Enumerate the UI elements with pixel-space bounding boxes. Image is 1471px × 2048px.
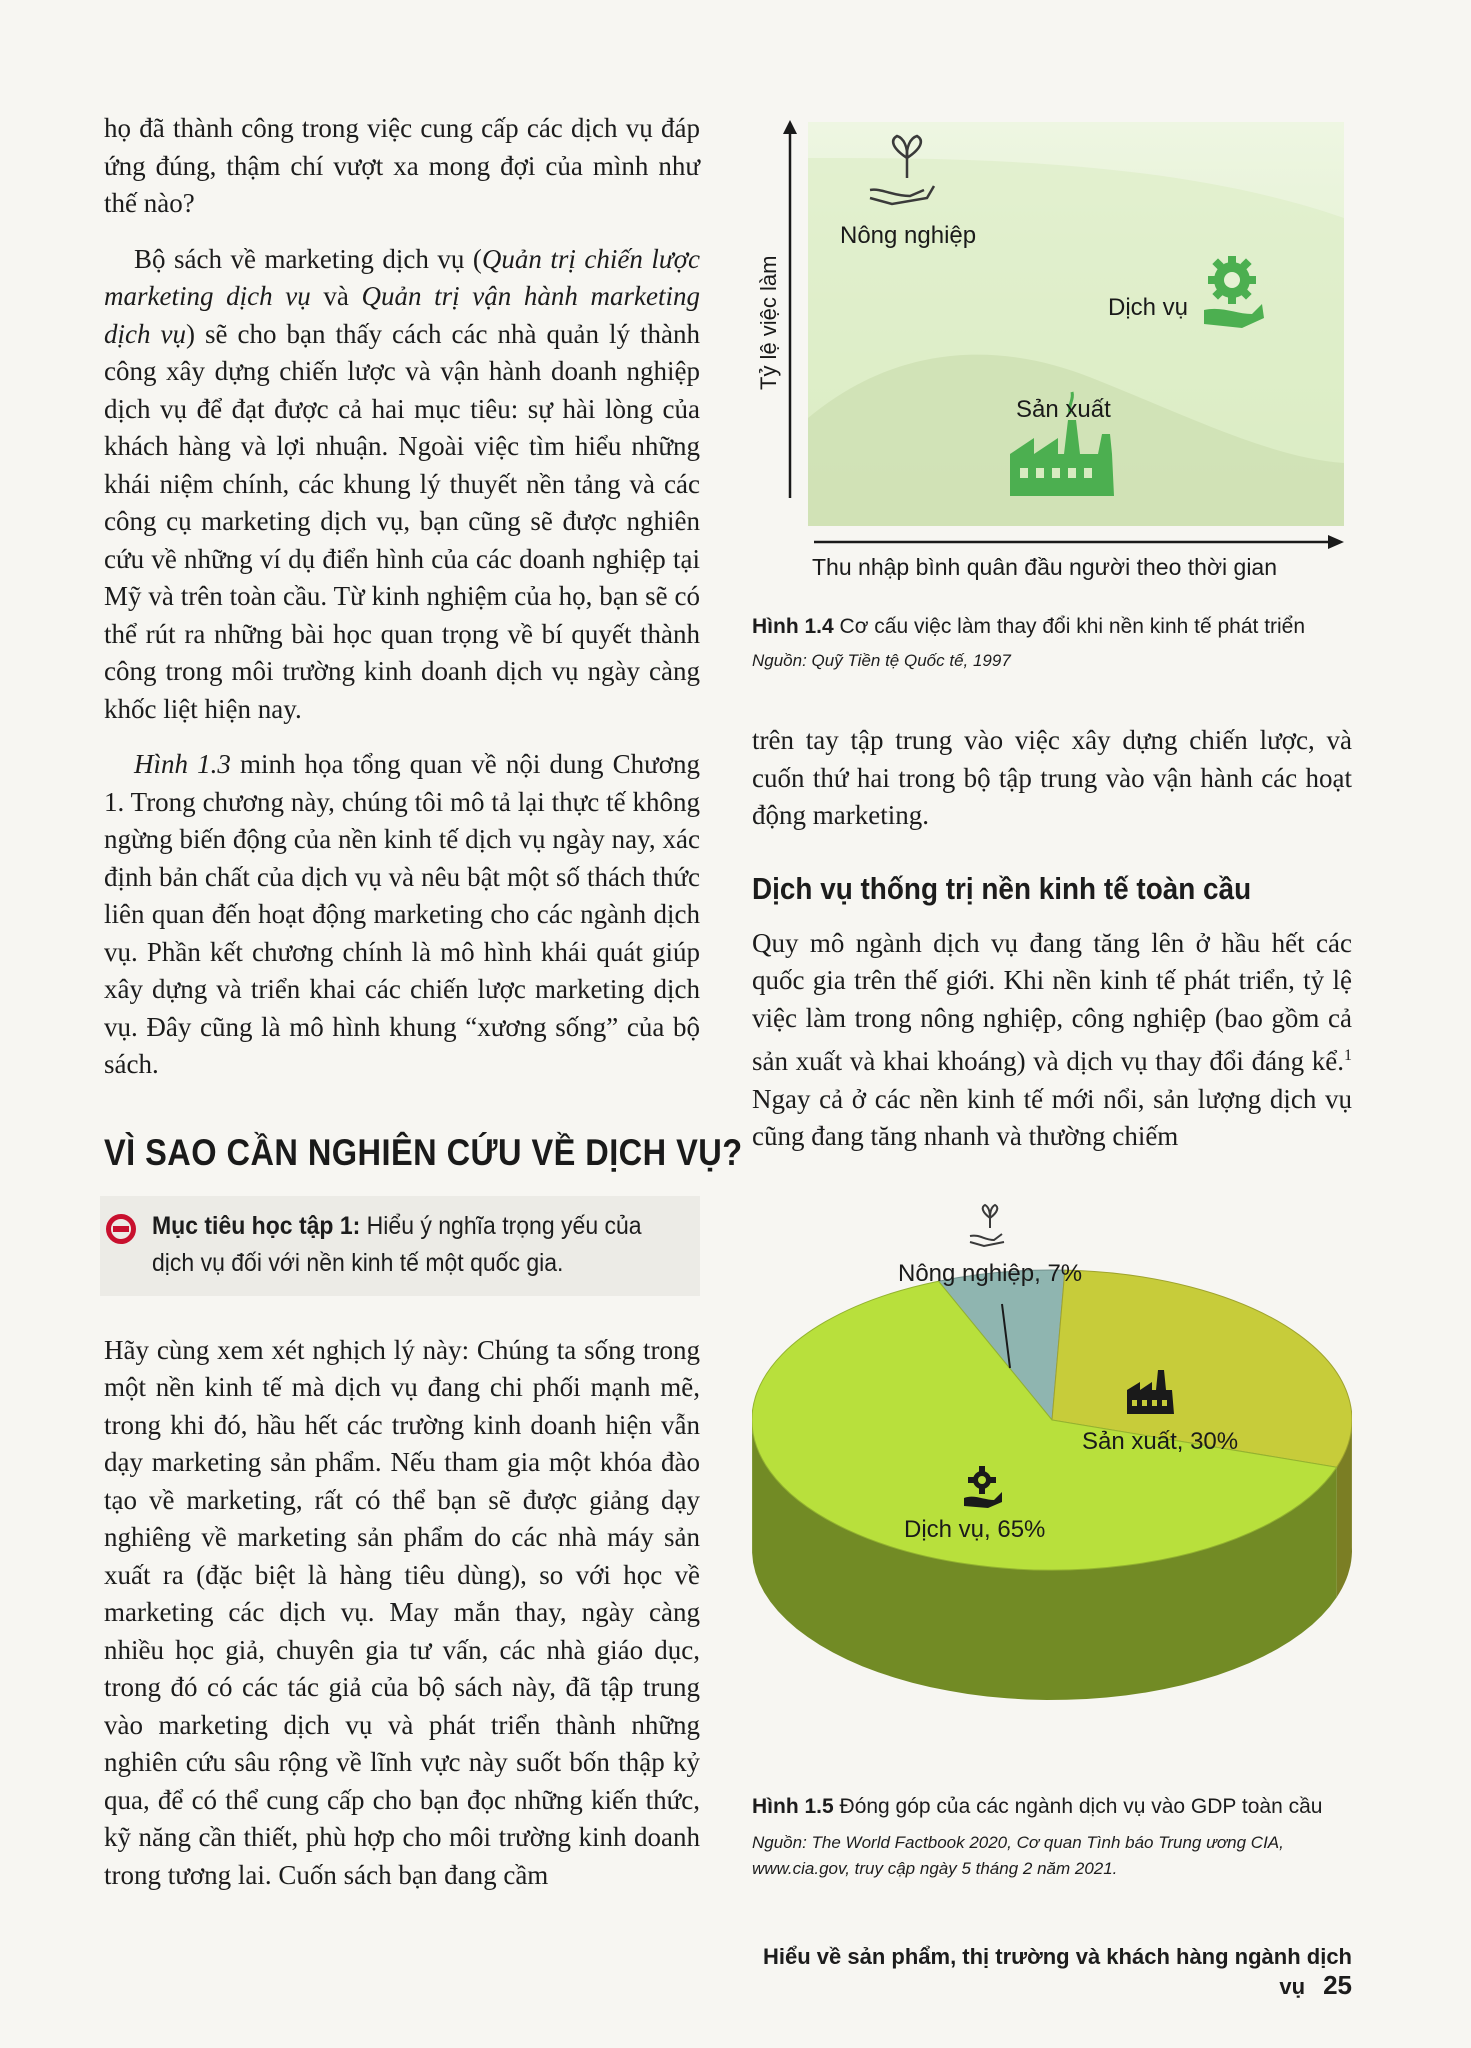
paragraph: [752, 925, 1352, 1156]
caption-source: www.cia.gov, truy cập ngày 5 tháng 2 năm 2021.: [752, 1859, 1118, 1878]
text-run: Ngay cả ở các nền kinh tế mới nổi, sản lượng dịch vụ cũng đang tăng nhanh và thường chiếm: [752, 1083, 1352, 1151]
objective-label: Mục tiêu học tập 1:: [152, 1211, 361, 1240]
footnote-ref: 1: [1344, 1047, 1352, 1064]
page-footer: [742, 1944, 1352, 2001]
paragraph: [104, 241, 700, 729]
caption-source: Nguồn: The World Factbook 2020, Cơ quan Tình báo Trung ương CIA,: [752, 1833, 1284, 1852]
objective-body: Hiểu ý nghĩa trọng yếu của dịch vụ đối với nền kinh tế một quốc gia.: [152, 1211, 642, 1277]
running-title: Hiểu về sản phẩm, thị trường và khách hàng ngành dịch vụ: [763, 1944, 1352, 1999]
book-title: Quản trị vận hành marketing dịch vụ: [104, 281, 700, 349]
text-run: minh họa tổng quan về nội dung Chương 1. Trong chương này, chúng tôi mô tả lại thực tế không ngừng biến động của nền kinh tế dịch vụ ngày nay, xác định bản chất của dịch vụ và nêu bật một số thách thức liên quan đến hoạt động marketing cho các ngành dịch vụ. Phần kết chương chính là mô hình khái quát giúp xây dựng và triển khai các chiến lược marketing dịch vụ. Đây cũng là mô hình khung “xương sống” của bộ sách.: [104, 749, 701, 1079]
x-axis-label: Thu nhập bình quân đầu người theo thời gian: [812, 554, 1278, 580]
caption-label: Hình 1.4: [752, 615, 834, 638]
figure-1-4-caption: [752, 612, 1352, 674]
subsection-heading: Dịch vụ thống trị nền kinh tế toàn cầu: [752, 870, 1252, 906]
sprout-hand-icon: [970, 1205, 1004, 1246]
y-axis-label: Tỷ lệ việc làm: [756, 255, 781, 390]
caption-body: Đóng góp của các ngành dịch vụ vào GDP toàn cầu: [833, 1795, 1323, 1818]
agriculture-label: Nông nghiệp: [840, 222, 977, 249]
caption-label: Hình 1.5: [752, 1795, 834, 1818]
y-axis-arrow: [783, 120, 797, 134]
caption-text: [752, 1792, 1362, 1822]
section-heading: VÌ SAO CẦN NGHIÊN CỨU VỀ DỊCH VỤ?: [104, 1131, 743, 1173]
figure-1-5-caption: [752, 1792, 1362, 1882]
slice-label-manufacturing: Sản xuất, 30%: [1082, 1428, 1239, 1455]
text-run: Quy mô ngành dịch vụ đang tăng lên ở hầu hết các quốc gia trên thế giới. Khi nền kinh tế phát triển, tỷ lệ việc làm trong nông nghiệp, công nghiệp (bao gồm cả sản xuất và khai khoáng) và dịch vụ thay đổi đáng kể.: [752, 927, 1352, 1076]
text-run: ) sẽ cho bạn thấy cách các nhà quản lý thành công xây dựng chiến lược và vận hành doanh nghiệp dịch vụ để đạt được cả hai mục tiêu: sự hài lòng của khách hàng và lợi nhuận. Ngoài việc tìm hiểu những khái niệm chính, các khung lý thuyết nền tảng và các công cụ marketing dịch vụ, bạn cũng sẽ được nghiên cứu về những ví dụ điển hình của các doanh nghiệp tại Mỹ và trên toàn cầu. Từ kinh nghiệm của họ, bạn sẽ có thể rút ra những bài học quan trọng về bí quyết thành công trong môi trường kinh doanh dịch vụ ngày càng khốc liệt hiện nay.: [104, 318, 700, 724]
figure-1-4: [752, 118, 1352, 578]
page-number: 25: [1323, 1970, 1352, 2000]
slice-label-agriculture: Nông nghiệp, 7%: [898, 1260, 1083, 1287]
manufacturing-label: Sản xuất: [1016, 396, 1111, 423]
paragraph: Hãy cùng xem xét nghịch lý này: Chúng ta sống trong một nền kinh tế mà dịch vụ đang chi phối mạnh mẽ, trong khi đó, hầu hết các trường kinh doanh hiện vẫn dạy marketing sản phẩm. Nếu tham gia một khóa đào tạo về marketing, rất có thể bạn sẽ được giảng dạy nghiêng về marketing sản phẩm do các nhà máy sản xuất ra (đặc biệt là hàng tiêu dùng), so với học về marketing các dịch vụ. May mắn thay, ngày càng nhiều học giả, chuyên gia tư vấn, các nhà giáo dục, trong đó có các tác giả của bộ sách này, đã tập trung vào marketing dịch vụ và phát triển thành những nghiên cứu sâu rộng về lĩnh vực này suốt bốn thập kỷ qua, để có thể cung cấp cho bạn đọc những kiến thức, kỹ năng cần thiết, phù hợp cho môi trường kinh doanh trong tương lai. Cuốn sách bạn đang cầm: [104, 1334, 700, 1890]
services-label: Dịch vụ: [1108, 294, 1189, 321]
caption-source: Nguồn: Quỹ Tiền tệ Quốc tế, 1997: [752, 651, 1011, 670]
paragraph: trên tay tập trung vào việc xây dựng chiến lược, và cuốn thứ hai trong bộ tập trung vào vận hành các hoạt động marketing.: [752, 725, 1352, 830]
caption-body: Cơ cấu việc làm thay đổi khi nền kinh tế phát triển: [833, 615, 1306, 638]
left-column: [104, 110, 743, 1912]
caption-text: [752, 612, 1352, 642]
x-axis-arrow: [1328, 535, 1344, 549]
right-column: [752, 722, 1352, 1174]
text-run: và: [310, 281, 362, 311]
figure-1-5: [752, 1200, 1352, 1760]
text-run: Bộ sách về marketing dịch vụ (: [134, 243, 482, 274]
paragraph: họ đã thành công trong việc cung cấp các dịch vụ đáp ứng đúng, thậm chí vượt xa mong đợi của mình như thế nào?: [104, 113, 700, 218]
learning-objective-text: [152, 1208, 643, 1282]
slice-label-services: Dịch vụ, 65%: [904, 1516, 1046, 1543]
figure-ref: Hình 1.3: [134, 749, 231, 779]
employment-structure-diagram: [752, 118, 1352, 578]
arrow-circle-icon: [106, 1214, 136, 1244]
paragraph: [104, 746, 700, 1084]
book-title: Quản trị chiến lược marketing dịch vụ: [104, 243, 700, 311]
learning-objective-box: [100, 1196, 700, 1296]
